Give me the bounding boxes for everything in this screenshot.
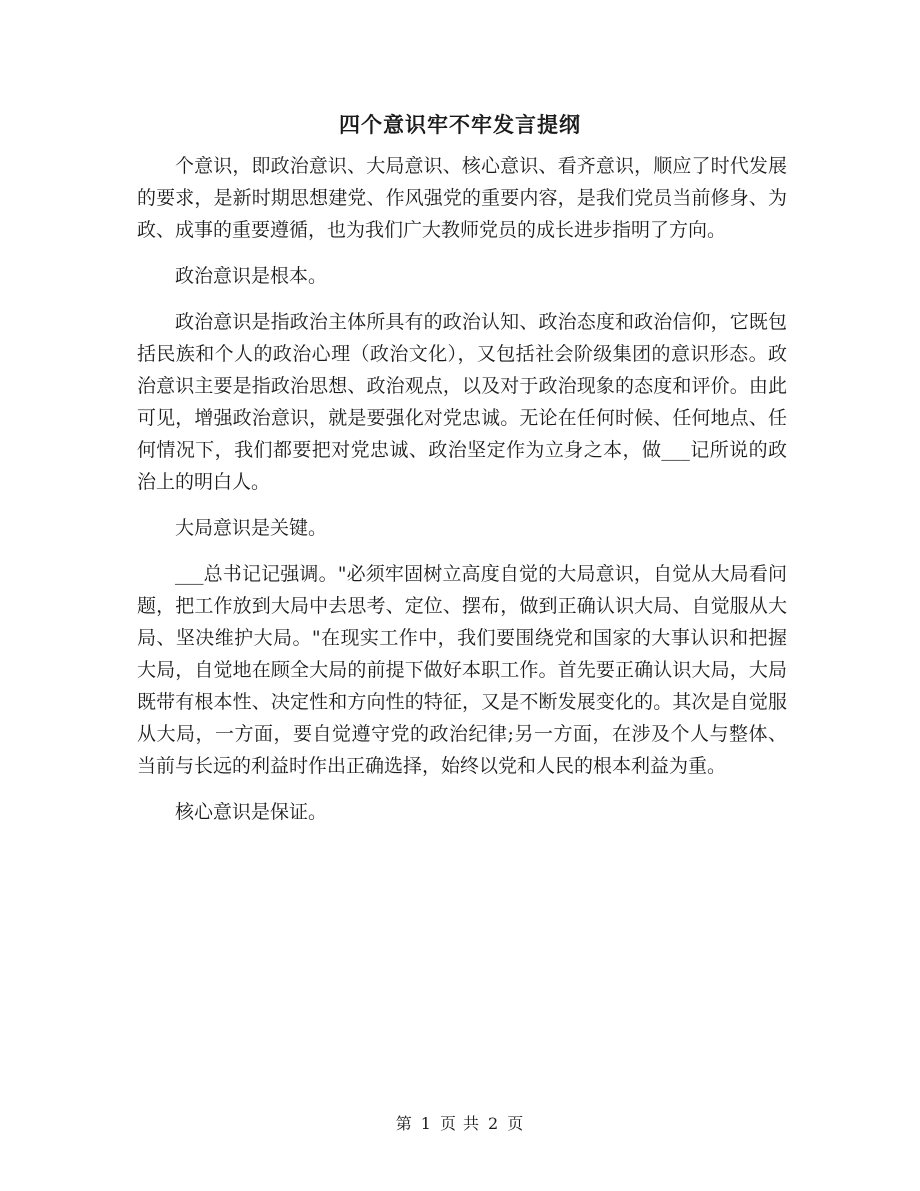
section-heading-core: 核心意识是保证。 xyxy=(175,801,328,823)
page-footer xyxy=(0,1112,920,1136)
paragraph-intro: 个意识，即政治意识、大局意识、核心意识、看齐意识，顺应了时代发展的要求，是新时期思想建党、作风强党的重要内容，是我们党员当前修身、为政、成事的重要遵循，也为我们广大教师党员的成长进步指明了方向。 xyxy=(137,155,787,241)
footer-middle: 页 共 xyxy=(439,1114,481,1133)
section-heading-political: 政治意识是根本。 xyxy=(175,265,328,287)
paragraph-overall: ___总书记记强调。"必须牢固树立高度自觉的大局意识，自觉从大局看问题，把工作放到大局中去思考、定位、摆布，做到正确认识大局、自觉服从大局、坚决维护大局。"在现实工作中，我们要围绕党和国家的大事认识和把握大局，自觉地在顾全大局的前提下做好本职工作。首先要正确认识大局，大局既带有根本性、决定性和方向性的特征，又是不断发展变化的。其次是自觉服从大局，一方面，要自觉遵守党的政治纪律;另一方面，在涉及个人与整体、当前与长远的利益时作出正确选择，始终以党和人民的根本利益为重。 xyxy=(137,563,787,777)
section-heading-overall: 大局意识是关键。 xyxy=(175,517,328,539)
document-body xyxy=(137,150,787,842)
footer-suffix: 页 xyxy=(507,1114,525,1133)
footer-total-pages: 2 xyxy=(488,1114,500,1133)
footer-page-number: 1 xyxy=(420,1114,432,1133)
paragraph-political: 政治意识是指政治主体所具有的政治认知、政治态度和政治信仰，它既包括民族和个人的政治心理（政治文化），又包括社会阶级集团的意识形态。政治意识主要是指政治思想、政治观点，以及对于政治现象的态度和评价。由此可见，增强政治意识，就是要强化对党忠诚。无论在任何时候、任何地点、任何情况下，我们都要把对党忠诚、政治坚定作为立身之本，做___记所说的政治上的明白人。 xyxy=(137,311,787,493)
footer-prefix: 第 xyxy=(395,1114,413,1133)
document-title: 四个意识牢不牢发言提纲 xyxy=(339,112,581,137)
